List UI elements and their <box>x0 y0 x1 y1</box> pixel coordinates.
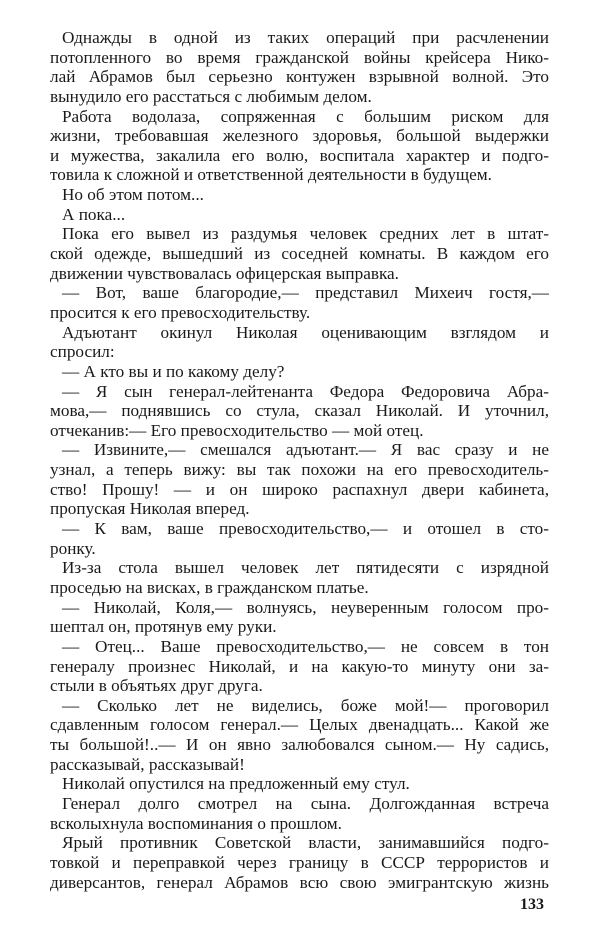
text-line: Николай опустился на предложенный ему стул. <box>62 774 410 794</box>
paragraph <box>50 28 549 107</box>
paragraph <box>50 185 549 205</box>
paragraph <box>50 323 549 362</box>
text-line: — Отец... Ваше превосходительство,— не совсем в тон <box>62 636 549 656</box>
text-line: отчеканив:— Его превосходительство — мой отец. <box>50 420 424 440</box>
text-line: — Вот, ваше благородие,— представил Михеич гостя,— <box>62 283 549 303</box>
page-number: 133 <box>520 896 544 913</box>
paragraph <box>50 519 549 558</box>
paragraph <box>50 205 549 225</box>
text-line: ской одежде, вышедший из соседней комнаты. В каждом его <box>50 244 549 264</box>
text-line: диверсантов, генерал Абрамов всю свою эмигрантскую жизнь <box>50 872 549 892</box>
paragraph <box>50 382 549 441</box>
text-line: пропуская Николая вперед. <box>50 499 250 519</box>
text-line: А пока... <box>62 204 126 224</box>
paragraph <box>50 598 549 637</box>
text-line: Но об этом потом... <box>62 185 204 205</box>
text-line: — Николай, Коля,— волнуясь, неуверенным голосом про- <box>62 597 549 617</box>
paragraph <box>50 774 549 794</box>
text-line: — Сколько лет не виделись, боже мой!— проговорил <box>62 695 549 715</box>
text-line: ты большой!..— И он явно залюбовался сыном.— Ну садись, <box>50 735 549 755</box>
paragraph <box>50 696 549 775</box>
paragraph <box>50 833 549 892</box>
text-line: спросил: <box>50 342 115 362</box>
text-line: ронку. <box>50 538 96 558</box>
text-line: проседью на висках, в гражданском платье. <box>50 577 369 597</box>
text-line: Ярый противник Советской власти, занимавшийся подго- <box>62 833 549 853</box>
text-line: товкой и переправкой через границу в СССР террористов и <box>50 852 549 872</box>
book-page-text <box>50 28 549 892</box>
text-line: сдавленным голосом генерал.— Целых двенадцать... Какой же <box>50 715 549 735</box>
text-line: рассказывай, рассказывай! <box>50 754 245 774</box>
text-line: и мужества, закалила его волю, воспитала характер и подго- <box>50 145 549 165</box>
text-line: — Извините,— смешался адъютант.— Я вас сразу и не <box>62 440 549 460</box>
paragraph <box>50 440 549 519</box>
text-line: вынудило его расстаться с любимым делом. <box>50 86 372 106</box>
text-line: Работа водолаза, сопряженная с большим риском для <box>62 106 549 126</box>
paragraph <box>50 224 549 283</box>
paragraph <box>50 558 549 597</box>
text-line: Генерал долго смотрел на сына. Долгожданная встреча <box>62 793 549 813</box>
text-line: Из-за стола вышел человек лет пятидесяти с изрядной <box>62 558 549 578</box>
paragraph <box>50 283 549 322</box>
text-line: узнал, а теперь вижу: вы так похожи на его превосходитель- <box>50 460 549 480</box>
paragraph <box>50 794 549 833</box>
text-line: Однажды в одной из таких операций при расчленении <box>62 28 549 47</box>
text-line: шептал он, протянув ему руки. <box>50 617 277 637</box>
text-line: всколыхнула воспоминания о прошлом. <box>50 813 342 833</box>
text-line: стыли в объятьях друг друга. <box>50 676 263 696</box>
text-line: просится к его превосходительству. <box>50 302 311 322</box>
text-line: — Я сын генерал-лейтенанта Федора Федоровича Абра- <box>62 381 549 401</box>
text-line: потопленного во время гражданской войны крейсера Нико- <box>50 47 549 67</box>
text-line: Пока его вывел из раздумья человек средних лет в штат- <box>62 224 549 244</box>
paragraph <box>50 637 549 696</box>
text-line: жизни, требовавшая железного здоровья, большой выдержки <box>50 126 549 146</box>
paragraph <box>50 362 549 382</box>
text-line: лай Абрамов был серьезно контужен взрывной волной. Это <box>50 67 549 87</box>
text-line: ство! Прошу! — и он широко распахнул двери кабинета, <box>50 479 549 499</box>
text-line: движении чувствовалась офицерская выправка. <box>50 263 399 283</box>
text-line: генералу произнес Николай, и на какую-то минуту они за- <box>50 656 549 676</box>
paragraph <box>50 107 549 186</box>
text-line: Адъютант окинул Николая оценивающим взглядом и <box>62 322 549 342</box>
text-line: мова,— поднявшись со стула, сказал Николай. И уточнил, <box>50 401 549 421</box>
text-line: товила к сложной и ответственной деятельности в будущем. <box>50 165 492 185</box>
text-line: — А кто вы и по какому делу? <box>62 361 285 381</box>
text-line: — К вам, ваше превосходительство,— и отошел в сто- <box>62 519 549 539</box>
